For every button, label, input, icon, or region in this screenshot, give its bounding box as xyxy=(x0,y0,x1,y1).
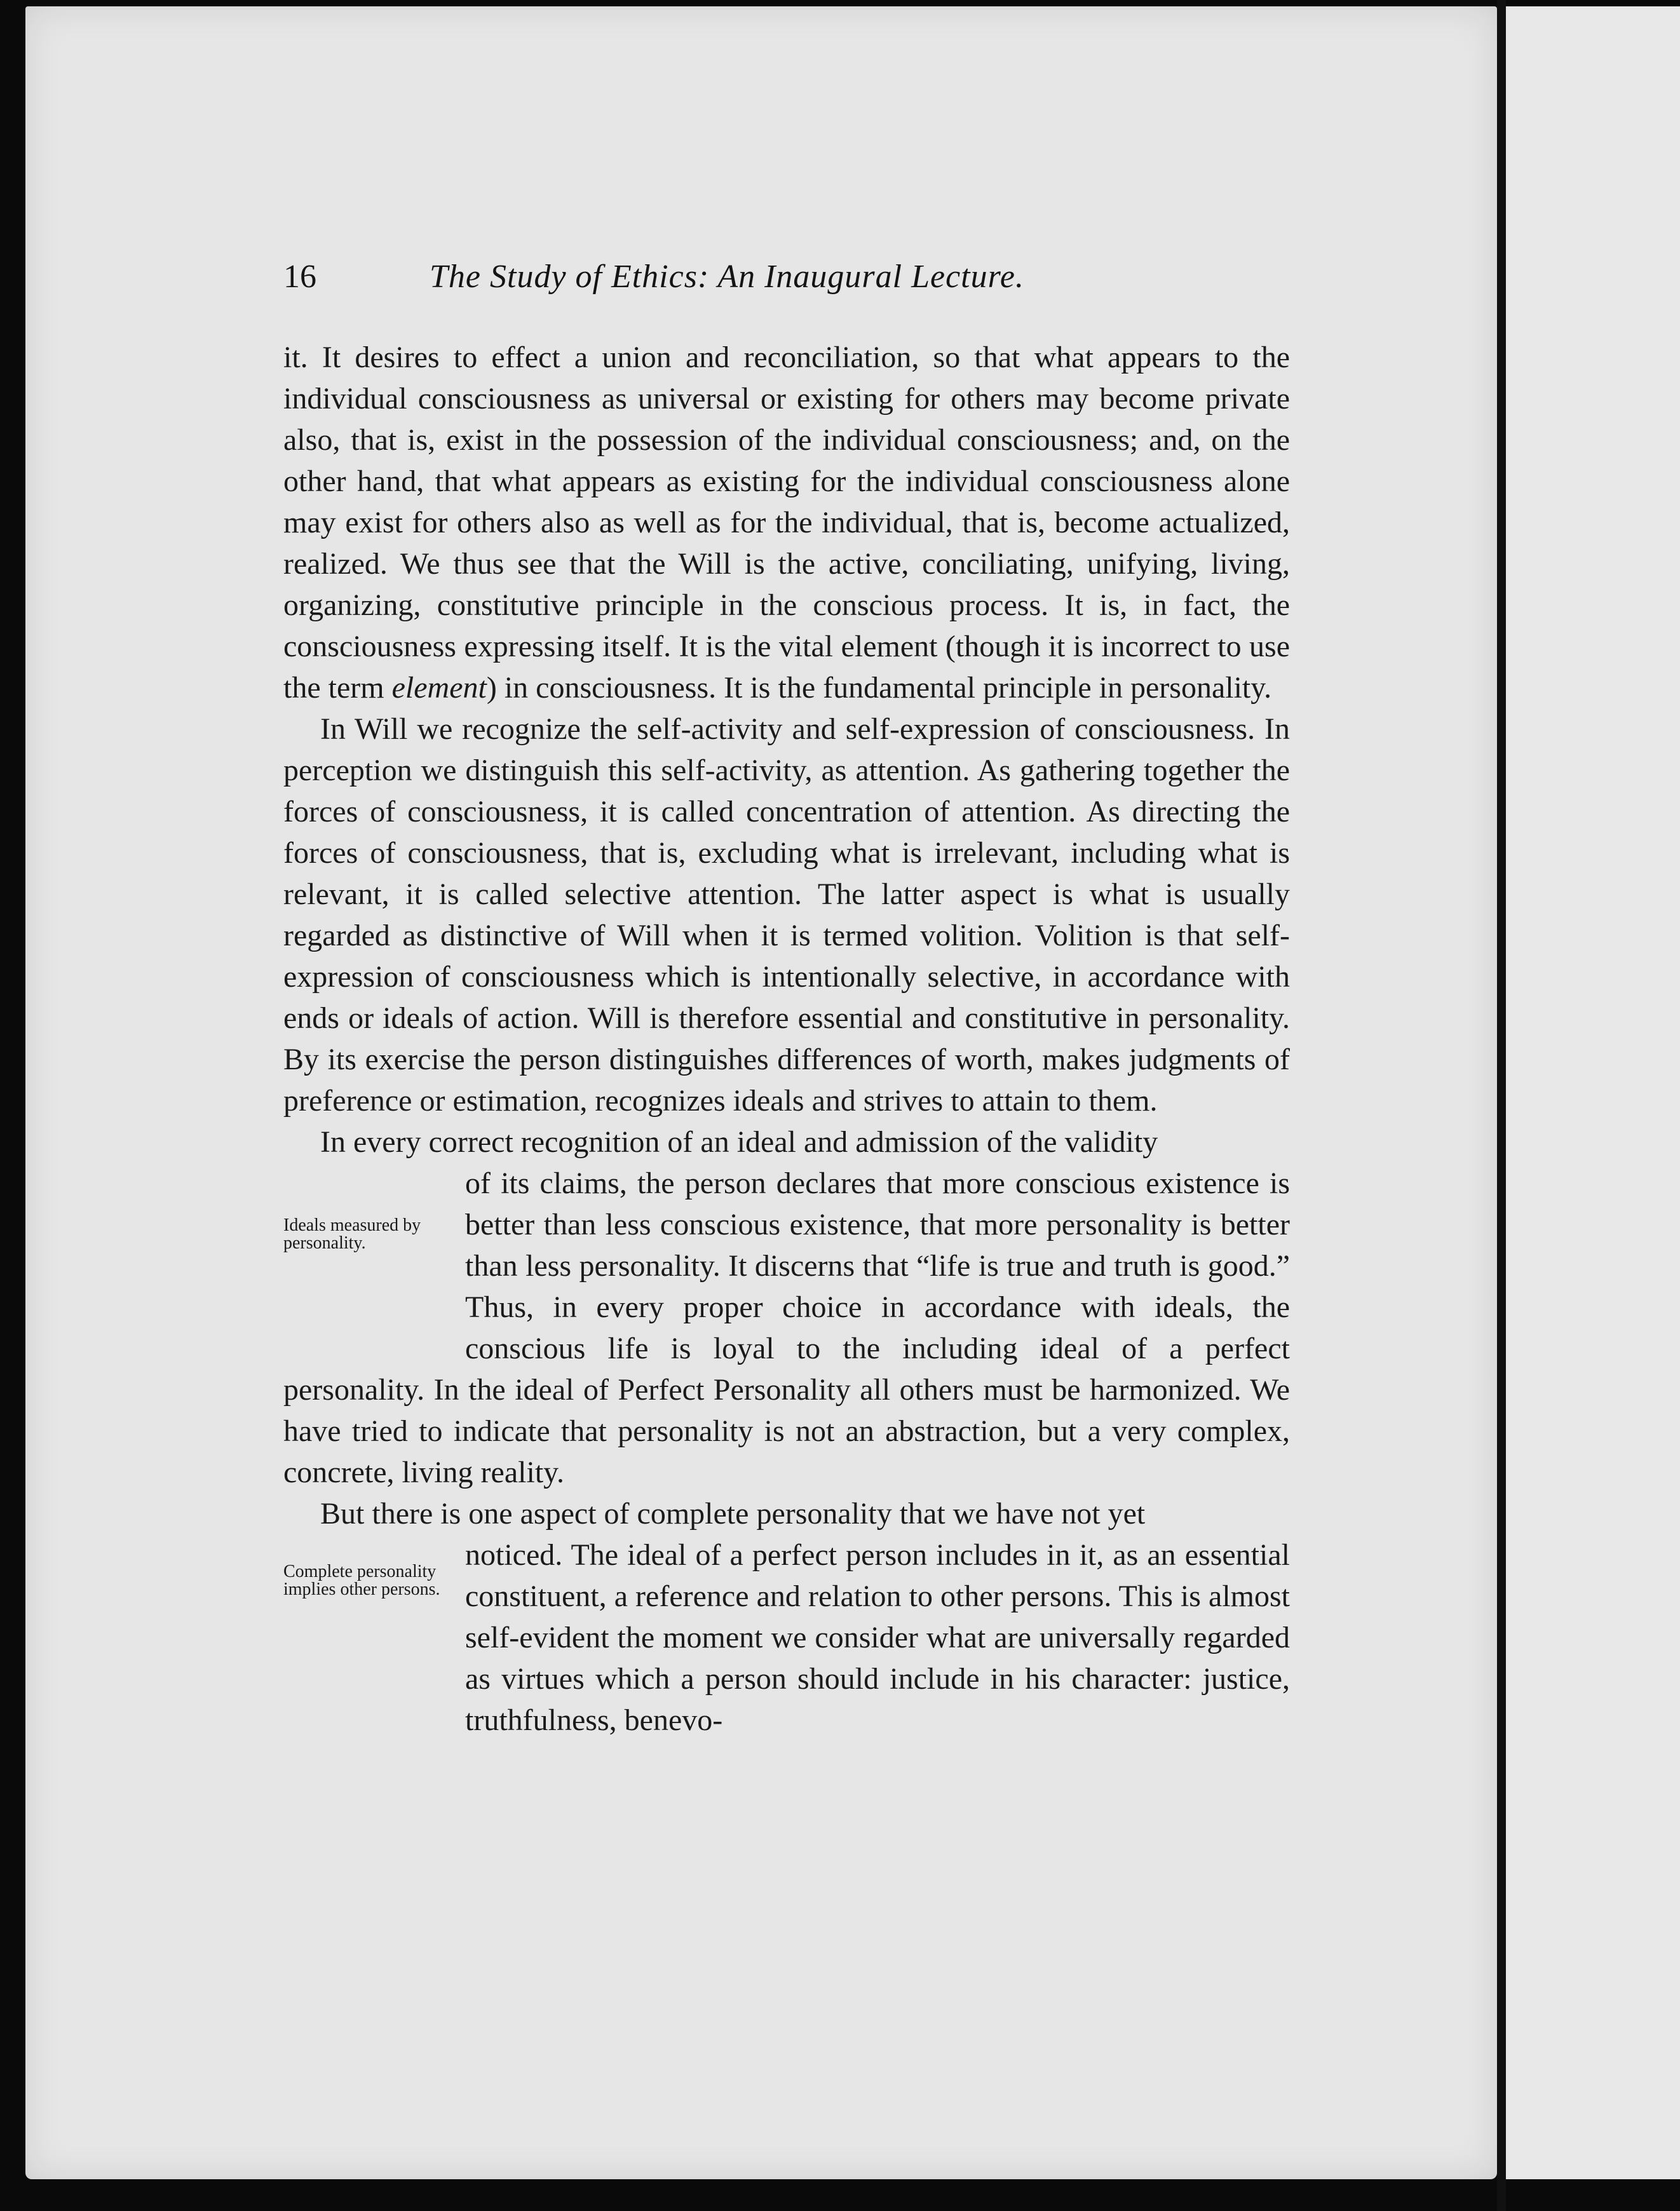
page-number: 16 xyxy=(283,259,316,295)
paragraph-1-text-b: ) in consciousness. It is the fundamental principle in personality. xyxy=(486,671,1272,705)
page-gutter xyxy=(1497,0,1506,2211)
facing-page-edge xyxy=(1506,6,1680,2179)
paragraph-4-lead: But there is one aspect of complete personality that we have not yet xyxy=(320,1497,1146,1531)
marginal-note-complete-personality: Complete personality implies other persons. xyxy=(283,1562,440,1599)
running-title: The Study of Ethics: An Inaugural Lecture. xyxy=(430,259,1025,295)
paragraph-4: noticed. The ideal of a perfect person includes in it, as an essential constituent, a reference and relation to other persons. This is almost self-evident the moment we consider what are universally regarded as virtues which a person should include in his character: justice, truthfulness, benevo- xyxy=(465,1538,1290,1737)
page-header xyxy=(283,258,1300,309)
paragraph-1-text-a: it. It desires to effect a union and reconciliation, so that what appears to the individual consciousness as universal or existing for others may become private also, that is, exist in the possession of the individual consciousness; and, on the other hand, that what appears as existing for the individual consciousness alone may exist for others also as well as for the individual, that is, become actualized, realized. We thus see that the Will is the active, conciliating, unifying, living, organizing, constitutive principle in the conscious process. It is, in fact, the consciousness expressing itself. It is the vital element (though it is incorrect to use the term xyxy=(283,341,1290,705)
paragraph-2: In Will we recognize the self-activity and self-expression of consciousness. In perception we distinguish this self-activity, as attention. As gathering together the forces of consciousness, it is called concentration of attention. As directing the forces of consciousness, that is, excluding what is irrelevant, including what is relevant, it is called selective attention. The latter aspect is what is usually regarded as distinctive of Will when it is termed volition. Volition is that self-expression of consciousness which is intentionally selective, in accordance with ends or ideals of action. Will is therefore essential and constitutive in personality. By its exercise the person distinguishes differences of worth, makes judgments of preference or estimation, recognizes ideals and strives to attain to them. xyxy=(283,712,1290,1118)
italic-term-element: element xyxy=(391,671,487,705)
paragraph-3: of its claims, the person declares that more conscious existence is better than less conscious existence, that more personality is better than less personality. It discerns that “life is true and truth is good.” Thus, in every proper choice in accordance with ideals, the conscious life is loyal to the including ideal of a perfect personality. In the ideal of Perfect Personality all others must be harmonized. We have tried to indicate that personality is not an abstraction, but a very complex, concrete, living reality. xyxy=(283,1166,1290,1489)
paragraph-3-lead: In every correct recognition of an ideal and admission of the validity xyxy=(320,1125,1158,1159)
paragraph-1 xyxy=(283,337,1290,708)
body-text xyxy=(283,337,1290,1741)
marginal-note-ideals: Ideals measured by personality. xyxy=(283,1215,421,1253)
